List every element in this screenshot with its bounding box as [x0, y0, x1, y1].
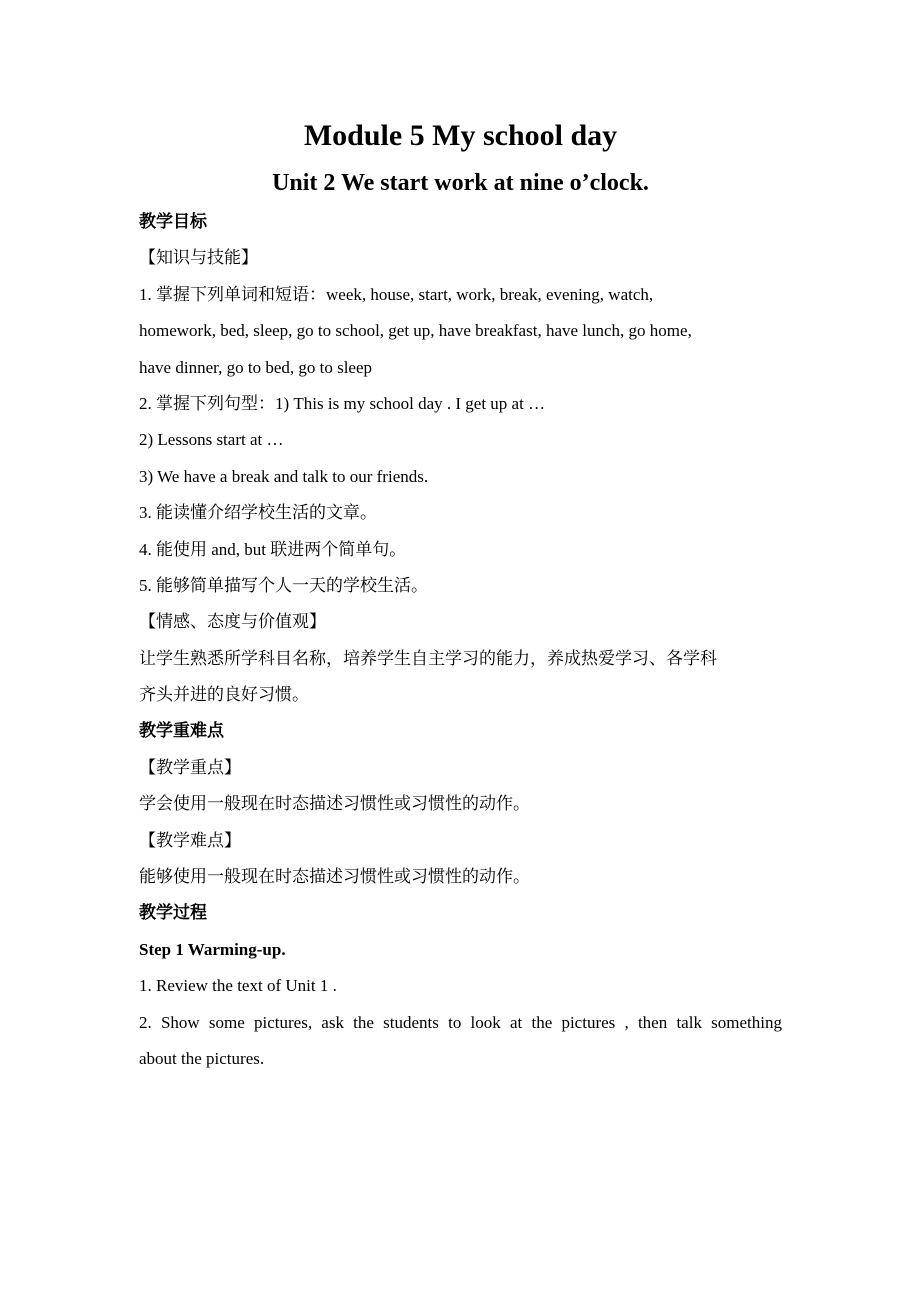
objective-2-line-2: 2) Lessons start at …: [139, 430, 284, 450]
subheading-attitudes-values: 【情感、态度与价值观】: [139, 612, 326, 632]
objective-2-line-3: 3) We have a break and talk to our friends.: [139, 466, 429, 486]
attitudes-text-line-1: 让学生熟悉所学科目名称，培养学生自主学习的能力，养成热爱学习、各学科: [139, 648, 717, 668]
unit-subtitle: Unit 2 We start work at nine o’clock.: [272, 170, 649, 196]
objective-3: 3. 能读懂介绍学校生活的文章。: [139, 503, 377, 523]
subheading-difficult-points: 【教学难点】: [139, 830, 241, 850]
heading-key-difficult-points: 教学重难点: [139, 721, 224, 741]
key-points-text: 学会使用一般现在时态描述习惯性或习惯性的动作。: [139, 794, 530, 814]
step-1-item-2-line-2: about the pictures.: [139, 1048, 265, 1068]
objective-2-line-1: 2. 掌握下列句型：1) This is my school day . I get up at …: [139, 393, 546, 413]
heading-teaching-objectives: 教学目标: [139, 212, 207, 231]
module-title: Module 5 My school day: [303, 119, 618, 152]
step-1-heading: Step 1 Warming-up.: [139, 939, 286, 959]
objective-4: 4. 能使用 and, but 联进两个简单句。: [139, 539, 407, 559]
heading-teaching-process: 教学过程: [139, 903, 207, 923]
step-1-item-2-line-1: 2. Show some pictures, ask the students to look at the pictures , then talk something: [139, 1012, 782, 1032]
objective-1-line-1: 1. 掌握下列单词和短语：week, house, start, work, break, evening, watch,: [139, 284, 654, 304]
subheading-knowledge-skills: 【知识与技能】: [139, 248, 258, 268]
objective-1-line-3: have dinner, go to bed, go to sleep: [139, 357, 373, 377]
document-content: [139, 116, 782, 1077]
attitudes-text-line-2: 齐头并进的良好习惯。: [139, 685, 309, 705]
objective-1-line-2: homework, bed, sleep, go to school, get up, have breakfast, have lunch, go home,: [139, 321, 692, 341]
difficult-points-text: 能够使用一般现在时态描述习惯性或习惯性的动作。: [139, 867, 530, 887]
step-1-item-1: 1. Review the text of Unit 1 .: [139, 976, 337, 996]
objective-5: 5. 能够简单描写个人一天的学校生活。: [139, 575, 428, 595]
subheading-key-points: 【教学重点】: [139, 757, 241, 777]
